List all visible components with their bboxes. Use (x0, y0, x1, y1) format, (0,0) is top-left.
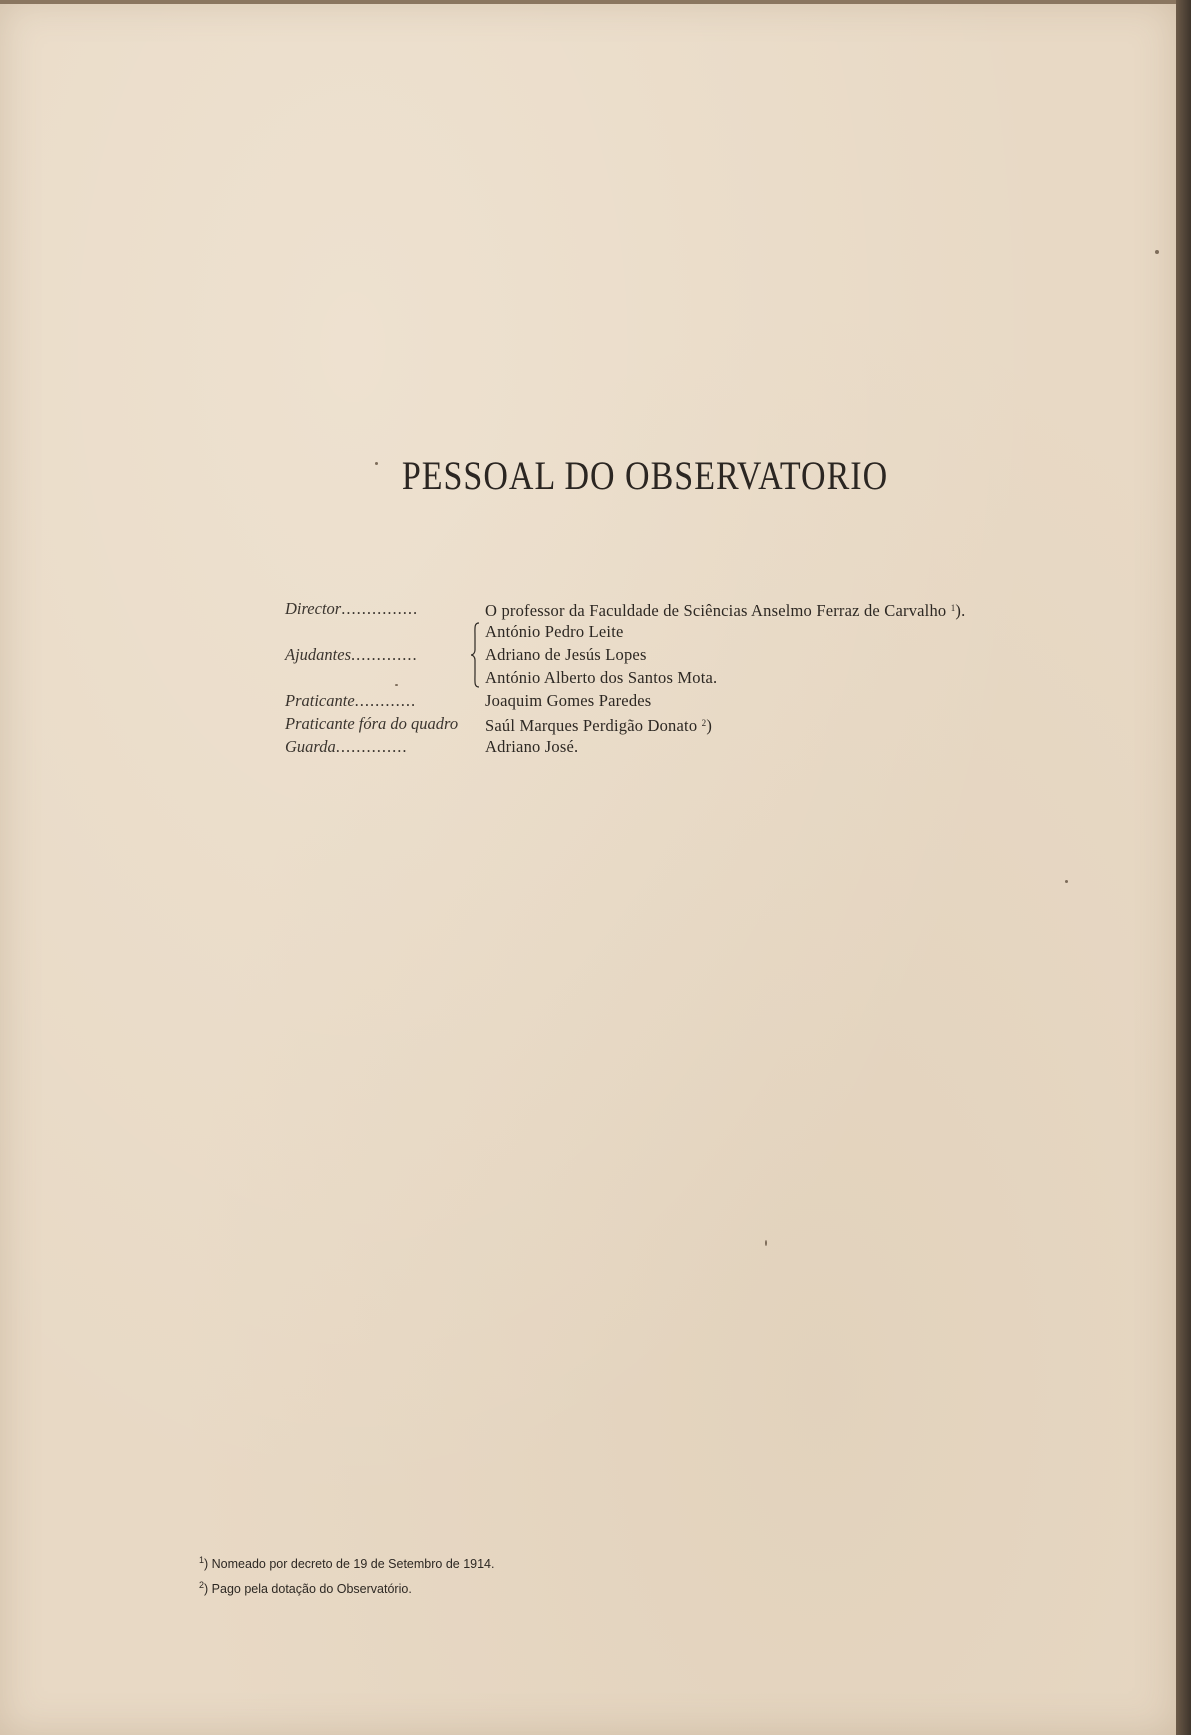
footnote-ref-2: 2 (701, 718, 707, 728)
leader-dots: ............. (351, 645, 418, 664)
leader-dots: .............. (335, 737, 408, 756)
role-ajudantes: Ajudantes............. (285, 645, 418, 664)
leader-dots: ............... (341, 599, 419, 618)
role-director: Director............... (285, 599, 419, 618)
name-ajudante-1: António Pedro Leite (485, 622, 624, 641)
paper-speck (765, 1240, 767, 1246)
footnote-mark-1: 1 (199, 1555, 205, 1565)
page-title: PESSOAL DO OBSERVATORIO (401, 455, 889, 499)
footnote-2: $^2$) Pago pela dotação do Observatório. (199, 1580, 412, 1596)
paper-speck (395, 684, 398, 686)
page-right-edge (1176, 0, 1191, 1735)
footnote-1: $^1$) Nomeado por decreto de 19 de Setembro de 1914. (199, 1555, 495, 1571)
footnote-ref-1: 1 (950, 603, 956, 613)
leader-dots: ............ (354, 691, 417, 710)
name-praticante-fora: Saúl Marques Perdigão Donato $^2$) (485, 716, 713, 735)
role-guarda: Guarda.............. (285, 737, 408, 756)
role-praticante: Praticante............ (285, 691, 417, 710)
name-ajudante-3: António Alberto dos Santos Mota. (485, 668, 718, 687)
curly-brace-icon (470, 622, 480, 688)
page-top-edge (0, 0, 1176, 4)
footnote-mark-2: 2 (199, 1580, 205, 1590)
paper-speck (1065, 880, 1068, 883)
name-praticante: Joaquim Gomes Paredes (485, 691, 652, 710)
role-praticante-fora: Praticante fóra do quadro (285, 714, 459, 733)
paper-speck (1155, 250, 1159, 254)
name-ajudante-2: Adriano de Jesús Lopes (485, 645, 647, 664)
name-guarda: Adriano José. (485, 737, 579, 756)
footnotes (199, 1550, 494, 1600)
paper-speck (375, 462, 378, 465)
name-director: O professor da Faculdade de Sciências Anselmo Ferraz de Carvalho $^1$). (485, 601, 966, 620)
